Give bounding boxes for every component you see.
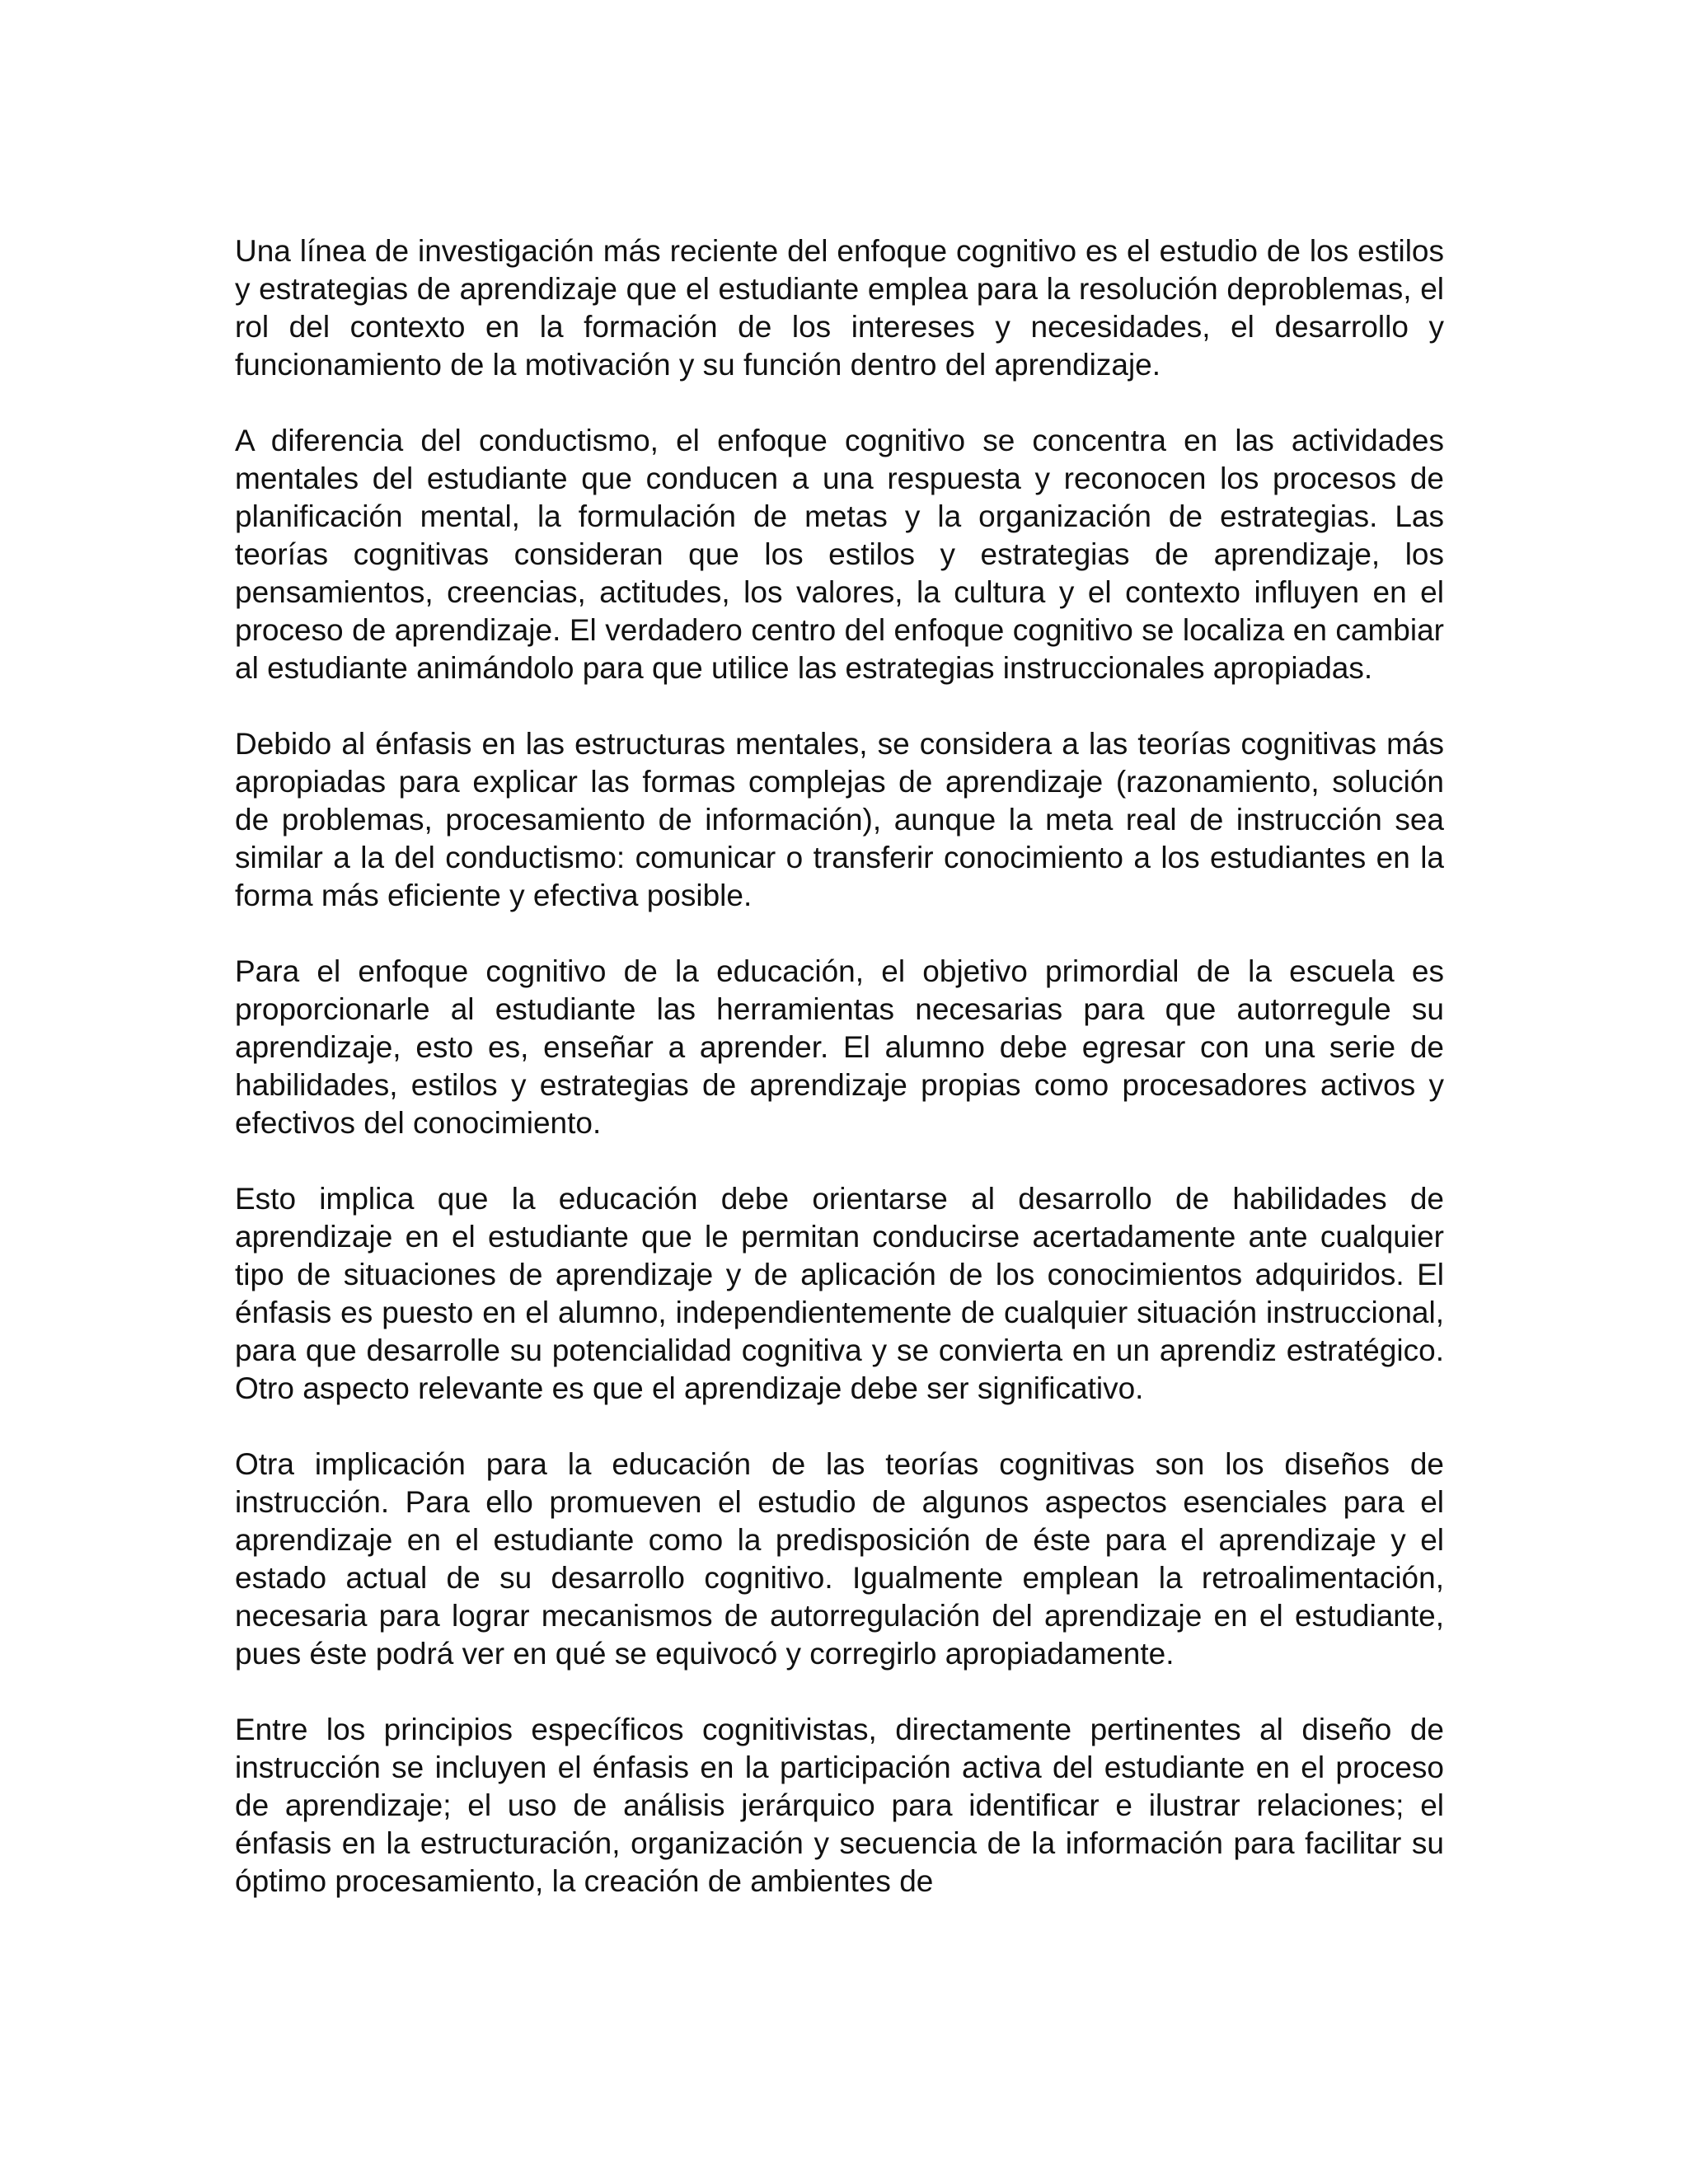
paragraph-5: Esto implica que la educación debe orientarse al desarrollo de habilidades de aprendizaje en el estudiante que le permitan conducirse acertadamente ante cualquier tipo de situaciones de aprendizaje y de aplicación de los conocimientos adquiridos. El énfasis es puesto en el alumno, independientemente de cualquier situación instruccional, para que desarrolle su potencialidad cognitiva y se convierta en un aprendiz estratégico. Otro aspecto relevante es que el aprendizaje debe ser significativo. <box>235 1182 1444 1405</box>
document-body <box>235 232 1444 1900</box>
paragraph-2: A diferencia del conductismo, el enfoque cognitivo se concentra en las actividades mentales del estudiante que conducen a una respuesta y reconocen los procesos de planificación mental, la formulación de metas y la organización de estrategias. Las teorías cognitivas consideran que los estilos y estrategias de aprendizaje, los pensamientos, creencias, actitudes, los valores, la cultura y el contexto influyen en el proceso de aprendizaje. El verdadero centro del enfoque cognitivo se localiza en cambiar al estudiante animándolo para que utilice las estrategias instruccionales apropiadas. <box>235 424 1444 685</box>
paragraph-4: Para el enfoque cognitivo de la educación, el objetivo primordial de la escuela es proporcionarle al estudiante las herramientas necesarias para que autorregule su aprendizaje, esto es, enseñar a aprender. El alumno debe egresar con una serie de habilidades, estilos y estrategias de aprendizaje propias como procesadores activos y efectivos del conocimiento. <box>235 954 1444 1140</box>
paragraph-7: Entre los principios específicos cognitivistas, directamente pertinentes al diseño de instrucción se incluyen el énfasis en la participación activa del estudiante en el proceso de aprendizaje; el uso de análisis jerárquico para identificar e ilustrar relaciones; el énfasis en la estructuración, organización y secuencia de la información para facilitar su óptimo procesamiento, la creación de ambientes de <box>235 1713 1444 1898</box>
paragraph-1: Una línea de investigación más reciente del enfoque cognitivo es el estudio de los estilos y estrategias de aprendizaje que el estudiante emplea para la resolución deproblemas, el rol del contexto en la formación de los intereses y necesidades, el desarrollo y funcionamiento de la motivación y su función dentro del aprendizaje. <box>235 234 1444 382</box>
paragraph-6: Otra implicación para la educación de las teorías cognitivas son los diseños de instrucción. Para ello promueven el estudio de algunos aspectos esenciales para el aprendizaje en el estudiante como la predisposición de éste para el aprendizaje y el estado actual de su desarrollo cognitivo. Igualmente emplean la retroalimentación, necesaria para lograr mecanismos de autorregulación del aprendizaje en el estudiante, pues éste podrá ver en qué se equivocó y corregirlo apropiadamente. <box>235 1447 1444 1671</box>
paragraph-3: Debido al énfasis en las estructuras mentales, se considera a las teorías cognitivas más apropiadas para explicar las formas complejas de aprendizaje (razonamiento, solución de problemas, procesamiento de información), aunque la meta real de instrucción sea similar a la del conductismo: comunicar o transferir conocimiento a los estudiantes en la forma más eficiente y efectiva posible. <box>235 727 1444 912</box>
